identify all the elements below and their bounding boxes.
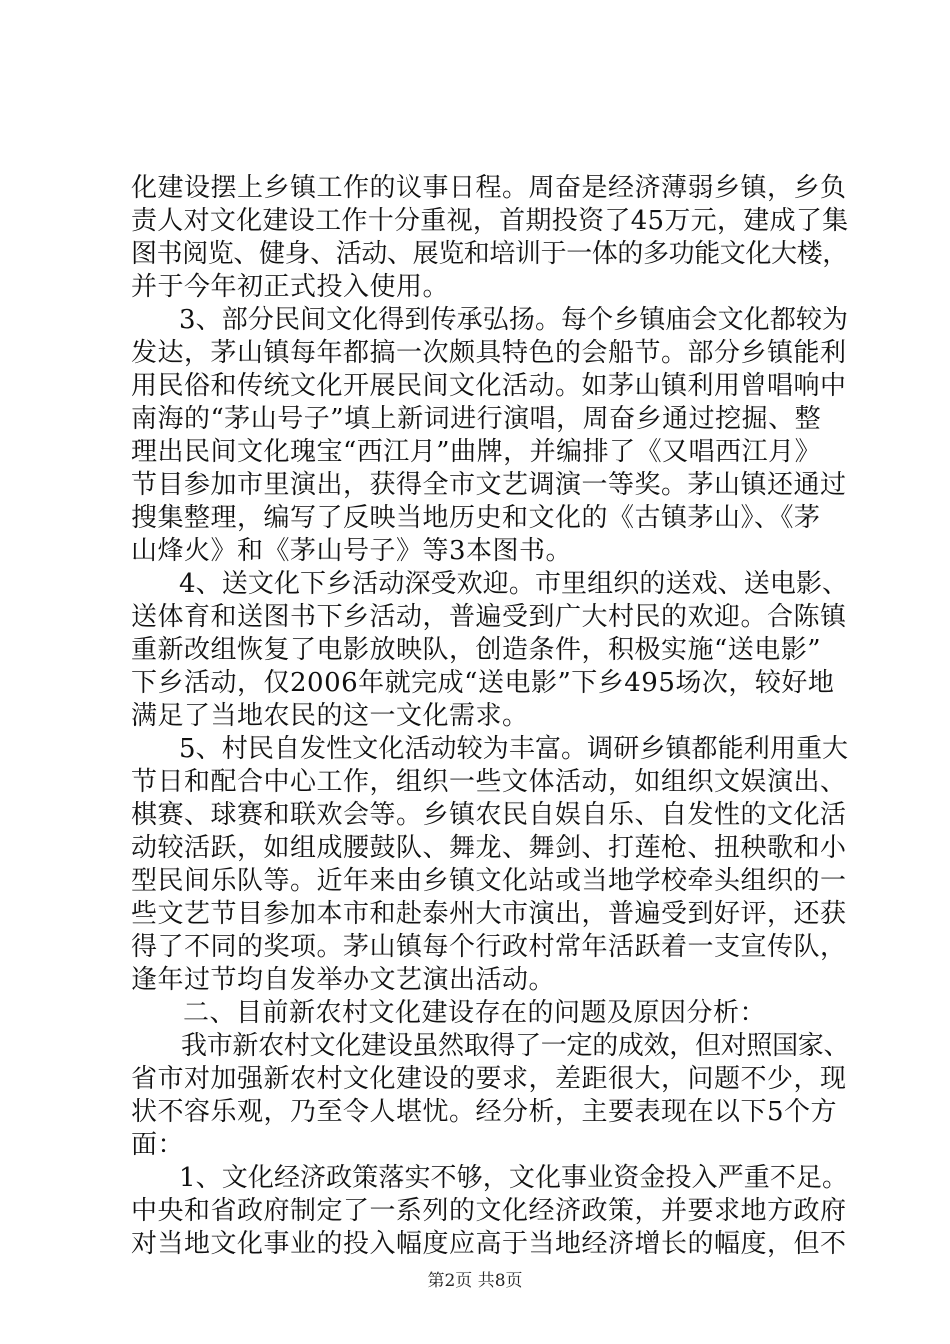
- paragraph-start-line: 我市新农村文化建设虽然取得了一定的成效，但对照国家、: [181, 1031, 850, 1061]
- text-line: 送体育和送图书下乡活动，普遍受到广大村民的欢迎。合陈镇: [131, 602, 847, 632]
- text-line: 些文艺节目参加本市和赴泰州大市演出，普遍受到好评，还获: [131, 899, 847, 929]
- text-line: 搜集整理，编写了反映当地历史和文化的《古镇茅山》、《茅: [131, 503, 821, 533]
- text-line: 化建设摆上乡镇工作的议事日程。周奋是经济薄弱乡镇，乡负: [131, 173, 847, 203]
- text-line: 责人对文化建设工作十分重视，首期投资了45万元，建成了集: [131, 206, 849, 236]
- text-line: 得了不同的奖项。茅山镇每个行政村常年活跃着一支宣传队，: [131, 932, 847, 962]
- text-line: 用民俗和传统文化开展民间文化活动。如茅山镇利用曾唱响中: [131, 371, 847, 401]
- text-line: 逢年过节均自发举办文艺演出活动。: [131, 965, 556, 995]
- section-heading: 二、目前新农村文化建设存在的问题及原因分析：: [183, 998, 767, 1028]
- text-line: 对当地文化事业的投入幅度应高于当地经济增长的幅度，但不: [131, 1229, 847, 1259]
- paragraph-start-line: 1、文化经济政策落实不够，文化事业资金投入严重不足。: [179, 1163, 849, 1193]
- text-line: 节日和配合中心工作，组织一些文体活动，如组织文娱演出、: [131, 767, 847, 797]
- text-line: 节目参加市里演出，获得全市文艺调演一等奖。茅山镇还通过: [131, 470, 847, 500]
- text-line: 动较活跃，如组成腰鼓队、舞龙、舞剑、打莲枪、扭秧歌和小: [131, 833, 847, 863]
- text-line: 并于今年初正式投入使用。: [131, 272, 450, 302]
- paragraph-start-line: 3、部分民间文化得到传承弘扬。每个乡镇庙会文化都较为: [179, 305, 849, 335]
- text-line: 图书阅览、健身、活动、展览和培训于一体的多功能文化大楼，: [131, 239, 848, 269]
- text-line: 理出民间文化瑰宝“西江月”曲牌，并编排了《又唱西江月》: [131, 437, 822, 467]
- text-line: 重新改组恢复了电影放映队，创造条件，积极实施“送电影”: [131, 635, 822, 665]
- body-text: [131, 172, 850, 1261]
- text-line: 省市对加强新农村文化建设的要求，差距很大，问题不少，现: [131, 1064, 847, 1094]
- text-line: 中央和省政府制定了一系列的文化经济政策，并要求地方政府: [131, 1196, 847, 1226]
- text-line: 型民间乐队等。近年来由乡镇文化站或当地学校牵头组织的一: [131, 866, 847, 896]
- text-line: 棋赛、球赛和联欢会等。乡镇农民自娱自乐、自发性的文化活: [131, 800, 847, 830]
- text-line: 发达，茅山镇每年都搞一次颇具特色的会船节。部分乡镇能利: [131, 338, 847, 368]
- page-footer: [0, 1270, 950, 1292]
- text-line: 下乡活动，仅2006年就完成“送电影”下乡495场次，较好地: [131, 668, 835, 698]
- paragraph-start-line: 4、送文化下乡活动深受欢迎。市里组织的送戏、送电影、: [179, 569, 849, 599]
- text-line: 山烽火》和《茅山号子》等3本图书。: [131, 536, 573, 566]
- paragraph-start-line: 5、村民自发性文化活动较为丰富。调研乡镇都能利用重大: [179, 734, 849, 764]
- text-line: 满足了当地农民的这一文化需求。: [131, 701, 529, 731]
- text-line: 状不容乐观，乃至令人堪忧。经分析，主要表现在以下5个方: [131, 1097, 838, 1127]
- page-number: 第2页 共8页: [427, 1271, 523, 1291]
- text-line: 面：: [131, 1130, 185, 1160]
- text-line: 南海的“茅山号子”填上新词进行演唱，周奋乡通过挖掘、整: [131, 404, 822, 434]
